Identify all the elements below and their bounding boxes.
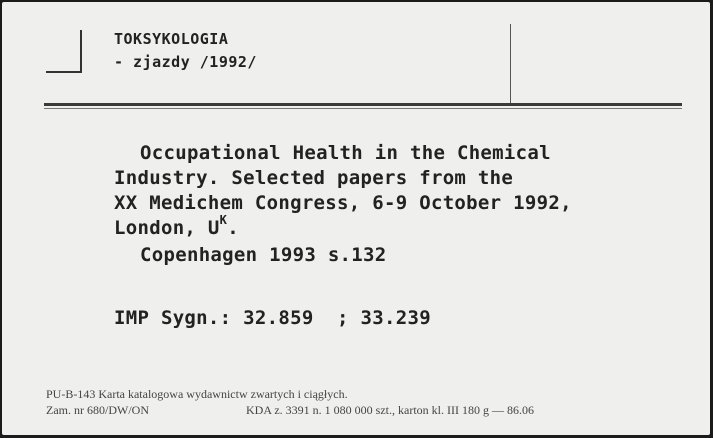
title-line-3: XX Medichem Congress, 6-9 October 1992, (114, 192, 572, 214)
subject-subheading: - zjazdy /1992/ (114, 53, 257, 71)
footer-form-line: PU-B-143 Karta katalogowa wydawnictw zwartych i ciągłych. (46, 387, 348, 401)
corner-mark-vertical (80, 30, 82, 72)
imprint-line: Copenhagen 1993 s.132 (140, 244, 387, 266)
title-line-4 (114, 213, 239, 239)
corner-mark-horizontal (46, 71, 82, 73)
footer-order-number: Zam. nr 680/DW/ON (46, 403, 149, 417)
header-rule-thick (44, 103, 682, 106)
place-text: London, U (114, 217, 220, 239)
catalog-card (2, 2, 710, 435)
header-divider (510, 24, 511, 104)
subject-heading: TOKSYKOLOGIA (114, 30, 229, 48)
title-line-1: Occupational Health in the Chemical (140, 142, 551, 164)
call-number: IMP Sygn.: 32.859 ; 33.239 (114, 307, 431, 329)
place-period: . (227, 217, 239, 239)
place-superscript: K (219, 213, 228, 227)
title-line-2: Industry. Selected papers from the (114, 167, 514, 189)
footer-print-info: KDA z. 3391 n. 1 080 000 szt., karton kl. III 180 g — 86.06 (246, 403, 534, 417)
header-rule-thin (44, 108, 682, 109)
